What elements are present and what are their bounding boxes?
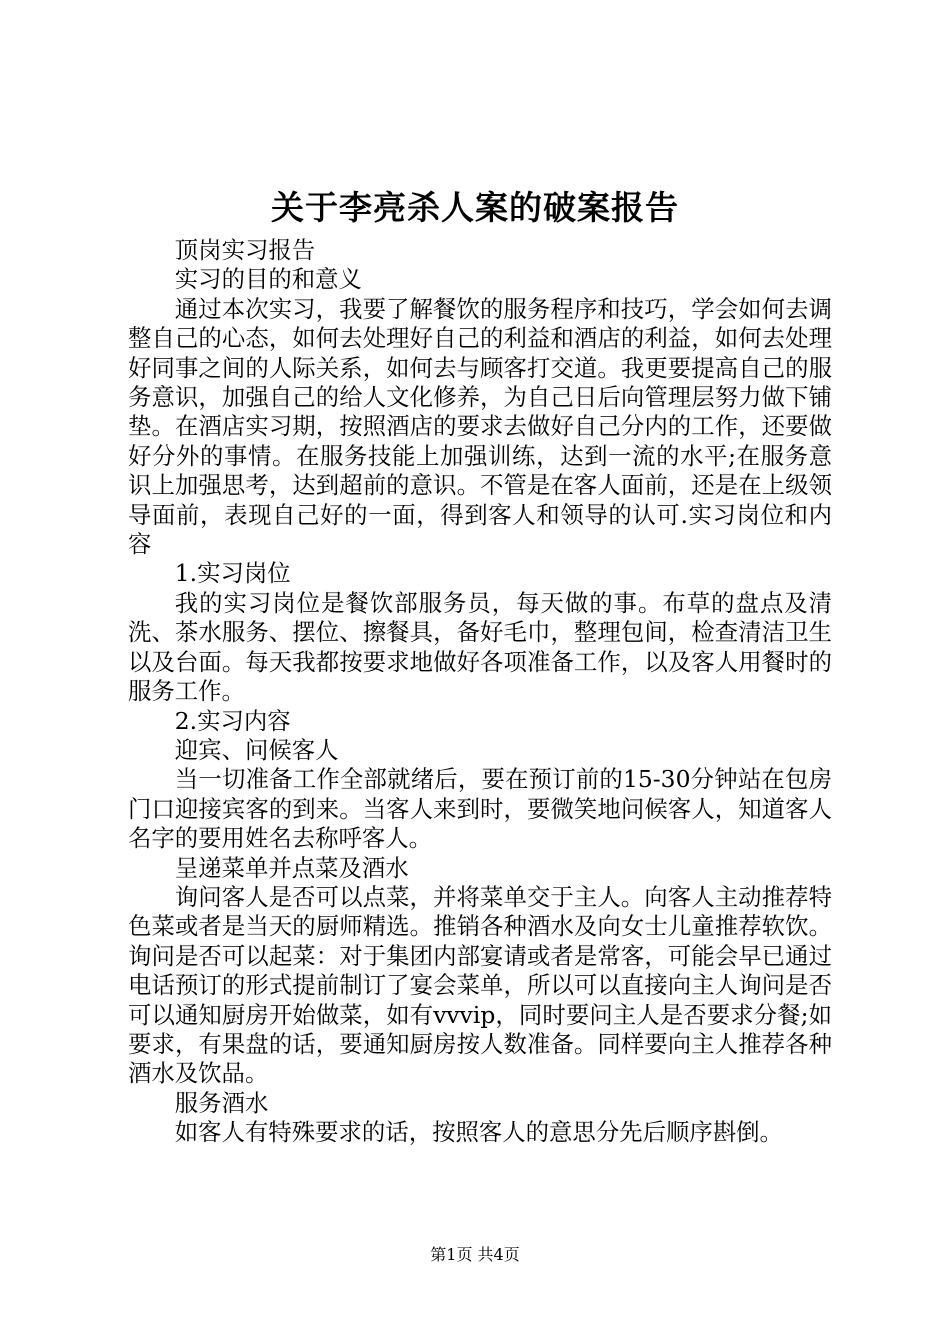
paragraph-greeting-text: 当一切准备工作全部就绪后，要在预订前的15-30分钟站在包房门口迎接宾客的到来。当客人来到时，要微笑地问候客人，知道客人名字的要用姓名去称呼客人。 <box>128 765 832 853</box>
paragraph-heading-menu: 呈递菜单并点菜及酒水 <box>174 853 409 882</box>
document-title: 关于李亮杀人案的破案报告 <box>271 188 679 227</box>
paragraph-heading-content: 2.实习内容 <box>174 706 291 735</box>
paragraph-purpose-text: 通过本次实习，我要了解餐饮的服务程序和技巧，学会如何去调整自己的心态，如何去处理好自己的利益和酒店的利益，如何去处理好同事之间的人际关系，如何去与顾客打交道。我更要提高自己的服务意识，加强自己的给人文化修养，为自己日后向管理层努力做下铺垫。在酒店实习期，按照酒店的要求去做好自己分内的工作，还要做好分外的事情。在服务技能上加强训练，达到一流的水平;在服务意识上加强思考，达到超前的意识。不管是在客人面前，还是在上级领导面前，表现自己好的一面，得到客人和领导的认可.实习岗位和内容 <box>128 294 832 559</box>
page-footer: 第1页 共4页 <box>430 1245 520 1264</box>
paragraph-heading-purpose: 实习的目的和意义 <box>174 265 362 294</box>
paragraph-heading-drinks: 服务酒水 <box>174 1088 269 1117</box>
paragraph-drinks-text: 如客人有特殊要求的话，按照客人的意思分先后顺序斟倒。 <box>174 1118 783 1147</box>
paragraph-position-text: 我的实习岗位是餐饮部服务员，每天做的事。布草的盘点及清洗、茶水服务、摆位、擦餐具，备好毛巾，整理包间，检查清洁卫生以及台面。每天我都按要求地做好各项准备工作，以及客人用餐时的服务工作。 <box>128 588 832 706</box>
paragraph-heading-position: 1.实习岗位 <box>174 559 291 588</box>
paragraph-menu-text: 询问客人是否可以点菜，并将菜单交于主人。向客人主动推荐特色菜或者是当天的厨师精选。推销各种酒水及向女士儿童推荐软饮。询问是否可以起菜：对于集团内部宴请或者是常客，可能会早已通过电话预订的形式提前制订了宴会菜单，所以可以直接向主人询问是否可以通知厨房开始做菜，如有vvvip，同时要问主人是否要求分餐;如要求，有果盘的话，要通知厨房按人数准备。同样要向主人推荐各种酒水及饮品。 <box>128 882 832 1088</box>
paragraph-heading-report: 顶岗实习报告 <box>174 236 316 264</box>
paragraph-heading-greeting: 迎宾、问候客人 <box>174 735 339 764</box>
document-body <box>128 236 832 1148</box>
